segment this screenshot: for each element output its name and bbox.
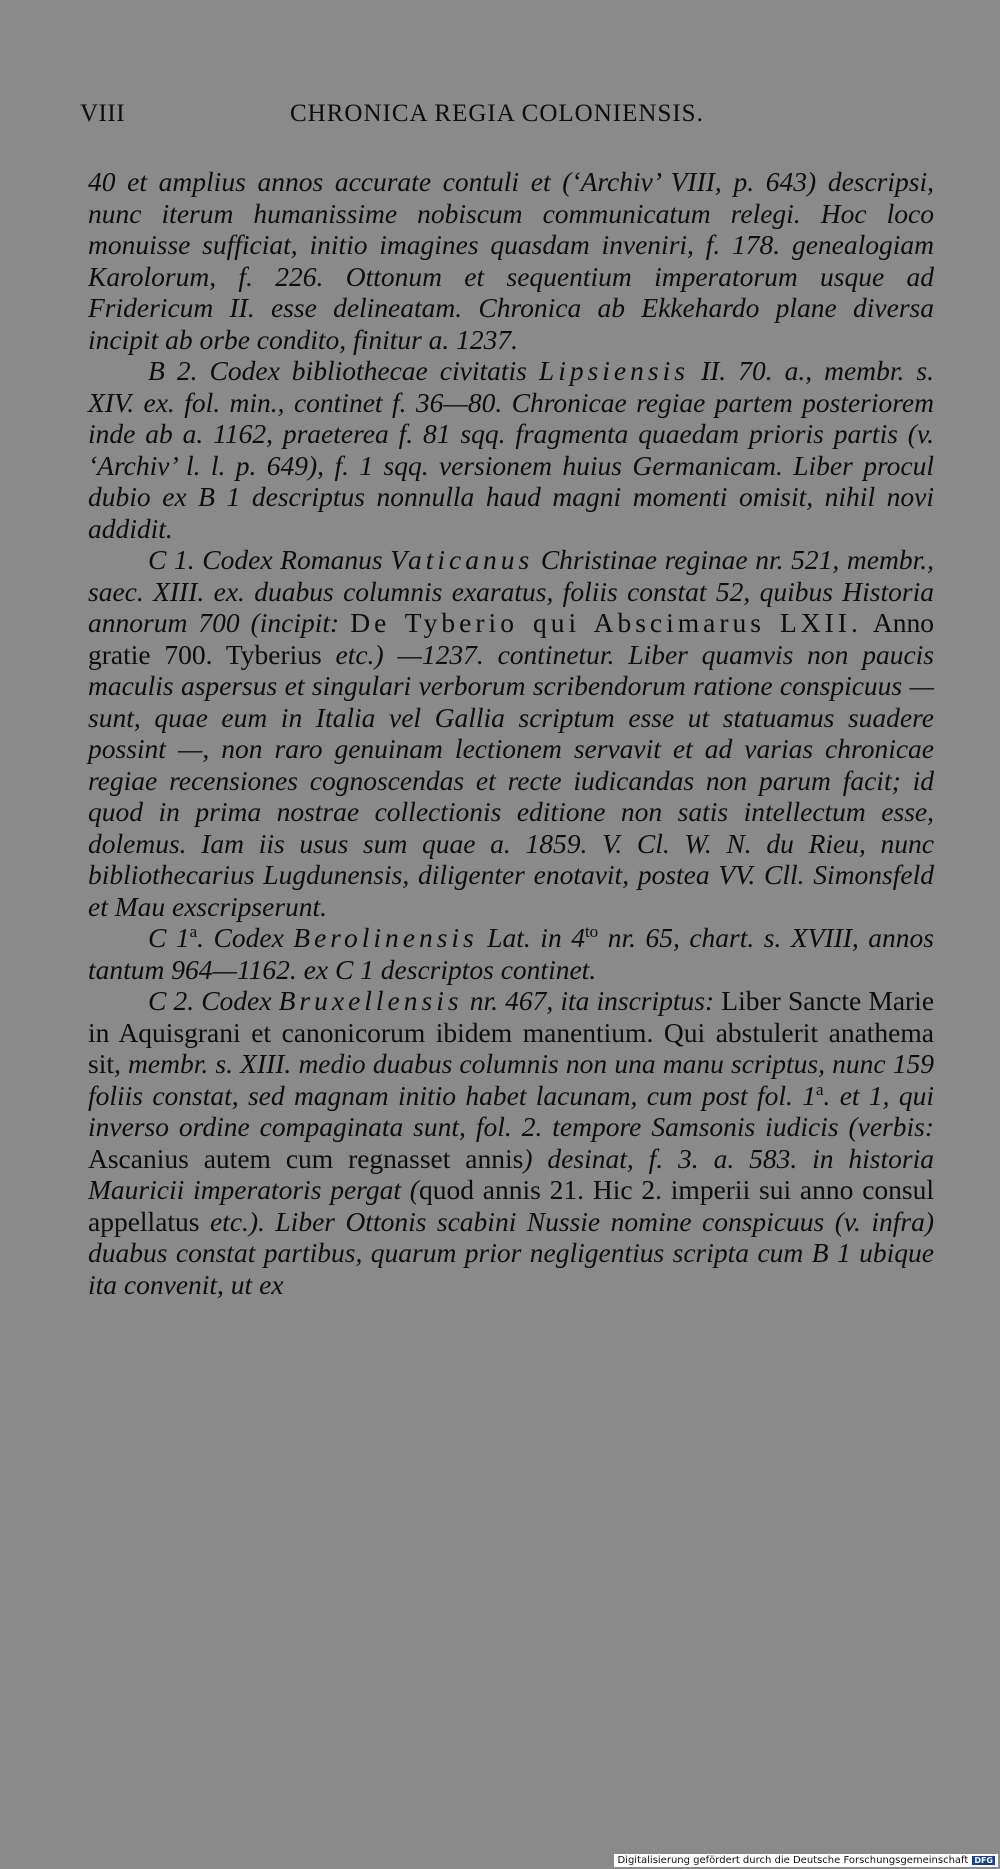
entry-text: etc.) —1237. continetur. Liber quamvis non paucis maculis aspersus et singulari verborum scribendorum ratione conspicuus — sunt, quae eum in Italia vel Gallia scriptum esse ut statuamus suadere possint —, non raro genuinam lectionem servavit et ad varias chronicae regiae recensiones cognoscendas et recte iudicandas non parum facit; id quod in prima nostrae collectionis editione non satis intellectum esse, dolemus. Iam iis usus sum quae a. 1859. V. Cl. W. N. du Rieu, nunc bibliothecarius Lugdunensis, diligenter enotavit, postea VV. Cll. Simonsfeld et Mau exscripserunt. [88, 638, 935, 922]
siglum-superscript: a [189, 921, 198, 941]
entry-c2 [88, 985, 934, 1300]
incipit-text: Anno gratie 700. Tyberius [88, 607, 934, 670]
entry-text: Codex [201, 985, 272, 1016]
entry-text: ) desinat, f. 3. a. 583. in historia Mauricii imperatoris pergat ( [88, 1142, 934, 1205]
body-text [88, 166, 934, 1300]
entry-text: nr. 65, chart. s. XVIII, annos tantum 964—1162. ex C 1 descriptos continet. [88, 922, 934, 985]
dfg-logo: DFG [974, 1856, 993, 1865]
quoted-text: Ascanius autem cum regnasset annis [88, 1142, 524, 1174]
entry-siglum: C 1 [148, 922, 190, 953]
entry-text: Codex Romanus [202, 544, 383, 575]
entry-text: membr. s. XIII. medio duabus columnis non una manu scriptus, nunc 159 foliis constat, sed magnam initio habet lacunam, cum post fol. 1 [88, 1048, 935, 1111]
inscription-text: Liber Sancte Marie in Aquisgrani et canonicorum ibidem manentium. Qui abstulerit anathema sit, [88, 985, 935, 1079]
quoted-text: quod annis 21. Hic 2. imperii sui anno consul appellatus [88, 1174, 935, 1237]
entry-c1a [88, 922, 934, 985]
paragraph-continuation [88, 166, 934, 355]
paragraph-text: 40 et amplius annos accurate contuli et (‘Archiv’ VIII, p. 643) descripsi, nunc iterum humanissime nobiscum communicatum relegi. Hoc loco monuisse sufficiat, initio imagines quasdam inveniri, f. 178. genealogiam Karolorum, f. 226. Ottonum et sequentium imperatorum usque ad Fridericum II. esse delineatam. Chronica ab Ekkehardo plane diversa incipit ab orbe condito, finitur a. 1237. [88, 166, 934, 355]
codex-location: Bruxellensis [278, 985, 463, 1016]
entry-text: etc.). Liber Ottonis scabini Nussie nomine conspicuus (v. infra) duabus constat partibus, quarum prior negligentius scripta cum B 1 ubique ita convenit, ut ex [88, 1205, 934, 1300]
entry-text: . et 1, qui inverso ordine compaginata sunt, fol. 2. tempore Samsonis iudicis (verbis: [88, 1079, 934, 1142]
running-title: CHRONICA REGIA COLONIENSIS. [290, 100, 704, 127]
entry-text: Christinae reginae nr. 521, membr., saec. XIII. ex. duabus columnis exaratus, foliis constat 52, quibus Historia annorum 700 (incipit: [88, 544, 935, 638]
entry-text: nr. 467, ita inscriptus: [469, 985, 715, 1016]
incipit-text: De Tyberio qui Abscimarus LXII. [350, 607, 862, 638]
entry-siglum-period: . [197, 922, 205, 953]
entry-siglum: B 2. [148, 355, 198, 386]
entry-c1 [88, 544, 934, 922]
entry-text: II. 70. a., membr. s. XIV. ex. fol. min., continet f. 36—80. Chronicae regiae partem posteriorem inde ab a. 1162, praeterea f. 81 sqq. fragmenta quaedam prioris partis (v. ‘Archiv’ l. l. p. 649), f. 1 sqq. versionem huius Germanicam. Liber procul dubio ex B 1 descriptus nonnulla haud magni momenti omisit, nihil novi addidit. [88, 355, 934, 544]
entry-text: Codex bibliothecae civitatis [209, 355, 527, 386]
page-number: VIII [80, 100, 126, 127]
folio-superscript: a [815, 1079, 824, 1099]
digitization-credit [614, 1854, 998, 1867]
entry-text: Codex [213, 922, 284, 953]
codex-location: Vaticanus [390, 544, 534, 575]
format-superscript: to [584, 921, 599, 941]
codex-location: Lipsiensis [538, 355, 689, 386]
entry-text: Lat. in 4 [487, 922, 585, 953]
entry-siglum: C 1. [148, 544, 195, 575]
credit-text: Digitalisierung gefördert durch die Deutsche Forschungsgemeinschaft [617, 1855, 969, 1866]
entry-b2 [88, 355, 934, 544]
running-head [80, 100, 740, 134]
entry-siglum: C 2. [148, 985, 195, 1016]
codex-location: Berolinensis [293, 922, 478, 953]
